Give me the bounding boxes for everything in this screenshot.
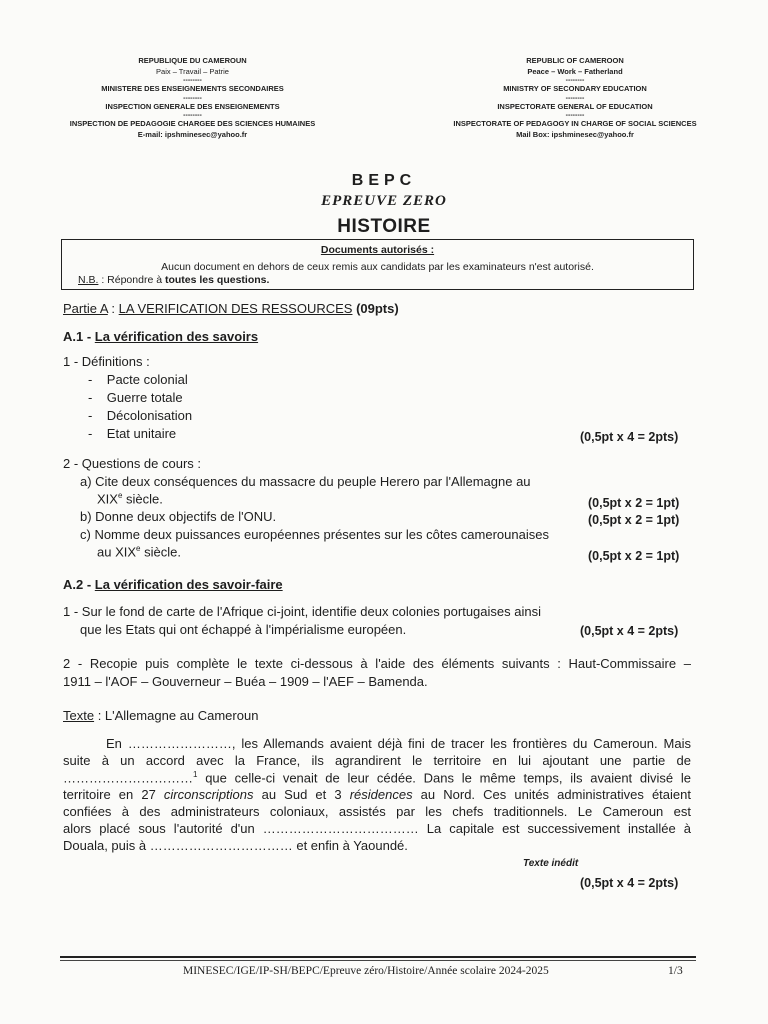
a2-q1-points: (0,5pt x 4 = 2pts) — [580, 624, 679, 638]
nb-label: N.B. — [78, 274, 99, 286]
exam-type: EPREUVE ZERO — [321, 193, 447, 209]
texte-line: confiées à des administrateurs coloniaux, assistés par les chefs traditionnels. Le Cameroun est — [63, 804, 691, 819]
superscript: e — [117, 491, 123, 500]
texte-line — [63, 770, 691, 785]
definition-text: Etat unitaire — [106, 426, 177, 441]
header-right-separator: -------- — [565, 94, 585, 102]
header-right-motto: Peace – Work – Fatherland — [527, 66, 623, 76]
texte-heading — [63, 708, 258, 723]
box-title: Documents autorisés : — [320, 244, 435, 256]
texte-points: (0,5pt x 4 = 2pts) — [580, 876, 679, 890]
header-right-country: REPUBLIC OF CAMEROON — [526, 56, 624, 65]
header-right-separator: -------- — [565, 77, 585, 84]
a2-q1-line2: que les Etats qui ont échappé à l'impérialisme européen. — [80, 622, 407, 637]
footnote-mark: 1 — [193, 770, 198, 779]
header-right-email: Mail Box: ipshminesec@yahoo.fr — [516, 129, 634, 139]
part-a-title: LA VERIFICATION DES RESSOURCES — [118, 301, 353, 316]
century-text: XIX — [97, 491, 118, 507]
header-right — [440, 56, 710, 140]
century-text: au XIX — [97, 544, 137, 560]
texte-title: : L'Allemagne au Cameroun — [94, 708, 259, 723]
question-c-line1: c) Nomme deux puissances européennes présentes sur les côtes camerounaises — [80, 527, 549, 542]
question-c-points: (0,5pt x 2 = 1pt) — [588, 549, 680, 563]
definition-item: - Décolonisation — [88, 408, 193, 423]
texte-line — [63, 787, 691, 802]
header-right-separator: -------- — [565, 112, 585, 119]
question-a-line1: a) Cite deux conséquences du massacre du peuple Herero par l'Allemagne au — [80, 474, 531, 489]
question-b: b) Donne deux objectifs de l'ONU. — [80, 509, 277, 524]
footer-reference: MINESEC/IGE/IP-SH/BEPC/Epreuve zéro/Histoire/Année scolaire 2024-2025 — [183, 965, 549, 977]
texte-fragment: que celle-ci venait de leur cédée. Dans le même temps, ils avaient divisé le — [197, 770, 691, 786]
definition-text: Décolonisation — [106, 408, 193, 423]
box-nb — [78, 274, 269, 286]
texte-line: alors placé sous l'autorité d'un ……………………………… La capitale est successivement installée à — [63, 821, 691, 836]
page-number: 1/3 — [668, 965, 683, 977]
header-left-email: E-mail: ipshminesec@yahoo.fr — [137, 129, 248, 139]
exam-title: BEPC — [351, 172, 417, 189]
a1-heading — [63, 329, 258, 344]
nb-text: : Répondre à — [98, 274, 165, 286]
texte-line: Douala, puis à …………………………… et enfin à Yaoundé. — [63, 838, 408, 853]
century-suffix: siècle. — [122, 491, 163, 507]
question-c-line2 — [97, 544, 181, 559]
a1-num: A.1 - — [63, 329, 95, 344]
a1-title: La vérification des savoirs — [94, 329, 259, 344]
part-a-label: Partie A — [63, 301, 108, 316]
subject-title: HISTOIRE — [337, 216, 431, 237]
header-left-country: REPUBLIQUE DU CAMEROUN — [138, 56, 247, 65]
header-left-separator: -------- — [183, 94, 202, 102]
question-a-line2 — [97, 491, 163, 506]
header-left-separator: -------- — [183, 77, 202, 84]
q2-intro: 2 - Questions de cours : — [63, 456, 202, 471]
header-left-pedagogy: INSPECTION DE PEDAGOGIE CHARGEE DES SCIENCES HUMAINES — [69, 119, 316, 128]
texte-fragment: au Nord. Ces unités administratives étaient — [412, 787, 691, 802]
q1-points: (0,5pt x 4 = 2pts) — [580, 430, 679, 444]
part-a-heading — [63, 301, 399, 316]
superscript: e — [136, 544, 141, 553]
texte-italic: circonscriptions — [163, 787, 254, 802]
header-left-motto: Paix – Travail – Patrie — [156, 66, 229, 76]
texte-label: Texte — [63, 708, 95, 723]
box-line: Aucun document en dehors de ceux remis aux candidats par les examinateurs n'est autorisé. — [161, 261, 594, 273]
definition-item: - Pacte colonial — [88, 372, 188, 387]
header-right-pedagogy: INSPECTORATE OF PEDAGOGY IN CHARGE OF SOCIAL SCIENCES — [453, 119, 697, 128]
texte-italic: résidences — [349, 787, 413, 802]
definition-item: - Etat unitaire — [88, 426, 177, 441]
header-left-separator: -------- — [183, 112, 202, 119]
a2-q2-line1: 2 - Recopie puis complète le texte ci-dessous à l'aide des éléments suivants : Haut-Commissaire – — [63, 656, 691, 671]
footer-rule-thin — [60, 960, 696, 961]
question-a-points: (0,5pt x 2 = 1pt) — [588, 496, 680, 510]
a2-q1-line1: 1 - Sur le fond de carte de l'Afrique ci-joint, identifie deux colonies portugaises ainsi — [63, 604, 541, 619]
century-suffix: siècle. — [140, 544, 181, 560]
texte-fragment: au Sud et 3 — [253, 787, 350, 802]
a2-heading — [63, 577, 283, 592]
texte-line: En ……………………, les Allemands avaient déjà fini de tracer les frontières du Cameroun. Mais — [106, 736, 691, 751]
texte-line: suite à un accord avec la France, ils agrandirent le territoire en lui ajoutant une partie de — [63, 753, 691, 768]
texte-source: Texte inédit — [523, 858, 579, 869]
a2-num: A.2 - — [63, 577, 95, 592]
part-a-points: (09pts) — [352, 301, 399, 316]
header-right-ministry: MINISTRY OF SECONDARY EDUCATION — [503, 84, 647, 93]
part-a-sep: : — [107, 301, 119, 316]
footer-rule — [60, 956, 696, 958]
question-b-points: (0,5pt x 2 = 1pt) — [588, 513, 680, 527]
blank: ………………………… — [63, 770, 193, 786]
a2-title: La vérification des savoir-faire — [94, 577, 283, 592]
q1-intro: 1 - Définitions : — [63, 354, 150, 369]
nb-bold: toutes les questions. — [164, 274, 270, 286]
definition-text: Pacte colonial — [106, 372, 188, 387]
header-left — [60, 56, 325, 140]
header-left-inspection: INSPECTION GENERALE DES ENSEIGNEMENTS — [105, 101, 280, 111]
instructions-box — [61, 239, 694, 290]
header-left-ministry: MINISTERE DES ENSEIGNEMENTS SECONDAIRES — [101, 84, 284, 93]
texte-fragment: territoire en 27 — [63, 787, 164, 802]
definition-text: Guerre totale — [106, 390, 183, 405]
a2-q2-line2: 1911 – l'AOF – Gouverneur – Buéa – 1909 – l'AEF – Bamenda. — [63, 674, 428, 689]
header-right-inspectorate: INSPECTORATE GENERAL OF EDUCATION — [497, 101, 653, 111]
definition-item: - Guerre totale — [88, 390, 183, 405]
